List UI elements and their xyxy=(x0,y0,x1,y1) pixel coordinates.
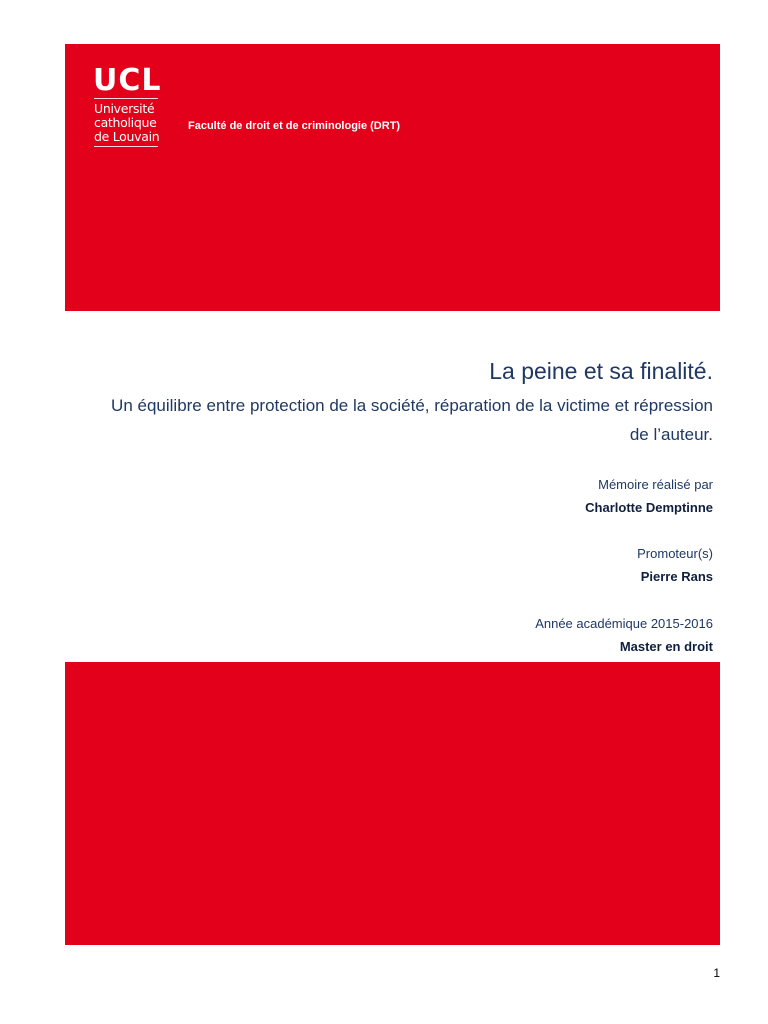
page-number: 1 xyxy=(713,966,720,980)
author-name: Charlotte Demptinne xyxy=(585,500,713,515)
logo-rule-top xyxy=(94,98,158,99)
logo-rule-bottom xyxy=(94,146,158,147)
logo-line-1: Université xyxy=(94,101,155,116)
logo-text xyxy=(94,99,160,144)
document-subtitle xyxy=(53,391,713,449)
promoter-name: Pierre Rans xyxy=(640,569,713,584)
subtitle-line-2: de l’auteur. xyxy=(629,425,713,444)
logo-acronym: UCL xyxy=(93,63,162,98)
academic-year: Année académique 2015-2016 xyxy=(535,616,713,631)
subtitle-line-1: Un équilibre entre protection de la société, réparation de la victime et répression xyxy=(111,396,713,415)
logo-line-3: de Louvain xyxy=(94,129,160,144)
memoire-label: Mémoire réalisé par xyxy=(598,477,713,492)
promoter-label: Promoteur(s) xyxy=(637,546,713,561)
footer-red-banner xyxy=(65,662,720,945)
title-block xyxy=(53,356,713,449)
degree-name: Master en droit xyxy=(619,639,713,654)
logo-line-2: catholique xyxy=(94,115,157,130)
header-red-banner xyxy=(65,44,720,311)
document-title: La peine et sa finalité. xyxy=(489,358,713,384)
ucl-logo xyxy=(93,63,162,147)
faculty-name: Faculté de droit et de criminologie (DRT) xyxy=(188,120,401,132)
